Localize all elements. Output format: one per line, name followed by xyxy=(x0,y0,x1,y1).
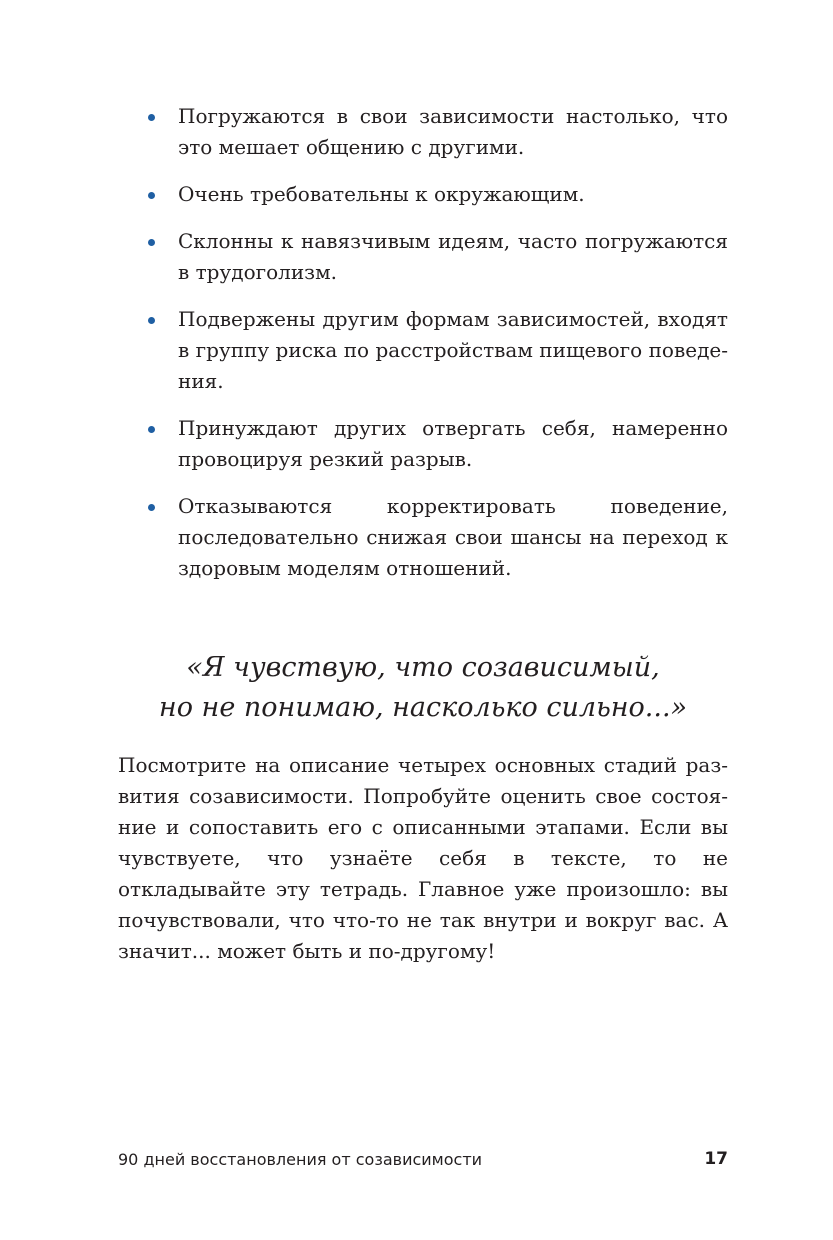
bullet-item xyxy=(145,413,728,475)
bullet-text: Склонны к навязчивым идеям, часто погружаются в трудоголизм. xyxy=(178,229,728,284)
bullet-item xyxy=(145,491,728,584)
bullet-dot-icon xyxy=(148,239,155,246)
quote-heading-line: «Я чувствую, что созависимый, xyxy=(186,652,660,683)
bullet-text: Принуждают других отвергать себя, намеренно провоцируя резкий разрыв. xyxy=(178,416,728,471)
bullet-text: Отказываются корректировать поведение, последовательно снижая свои шансы на переход к здоровым моделям отношений. xyxy=(178,494,728,580)
bullet-item xyxy=(145,179,728,210)
bullet-dot-icon xyxy=(148,317,155,324)
quote-heading-line: но не понимаю, насколько сильно...» xyxy=(158,692,688,723)
bullet-text: Очень требовательны к окружающим. xyxy=(178,182,585,206)
bullet-text: Подвержены другим формам зависимостей, входят в группу риска по расстройствам пищевого поведения. xyxy=(178,307,728,393)
bullet-list xyxy=(145,101,728,600)
bullet-text: Погружаются в свои зависимости настолько, что это мешает общению с другими. xyxy=(178,104,728,159)
bullet-dot-icon xyxy=(148,504,155,511)
bullet-dot-icon xyxy=(148,426,155,433)
body-paragraph: Посмотрите на описание четырех основных стадий развития созависимости. Попробуйте оценить свое состояние и сопоставить его с описанными этапами. Если вы чувствуете, что узнаёте себя в тексте, то не откладывайте эту тетрадь. Главное уже произошло: вы почувствовали, что что-то не так внутри и вокруг вас. А значит... может быть и по-другому! xyxy=(118,753,728,963)
bullet-dot-icon xyxy=(148,114,155,121)
page-number: 17 xyxy=(704,1149,728,1169)
quote-heading xyxy=(118,648,728,728)
bullet-item xyxy=(145,226,728,288)
bullet-item xyxy=(145,304,728,397)
page-footer xyxy=(118,1150,728,1174)
footer-book-title: 90 дней восстановления от созависимости xyxy=(118,1150,483,1169)
bullet-dot-icon xyxy=(148,192,155,199)
bullet-item xyxy=(145,101,728,163)
